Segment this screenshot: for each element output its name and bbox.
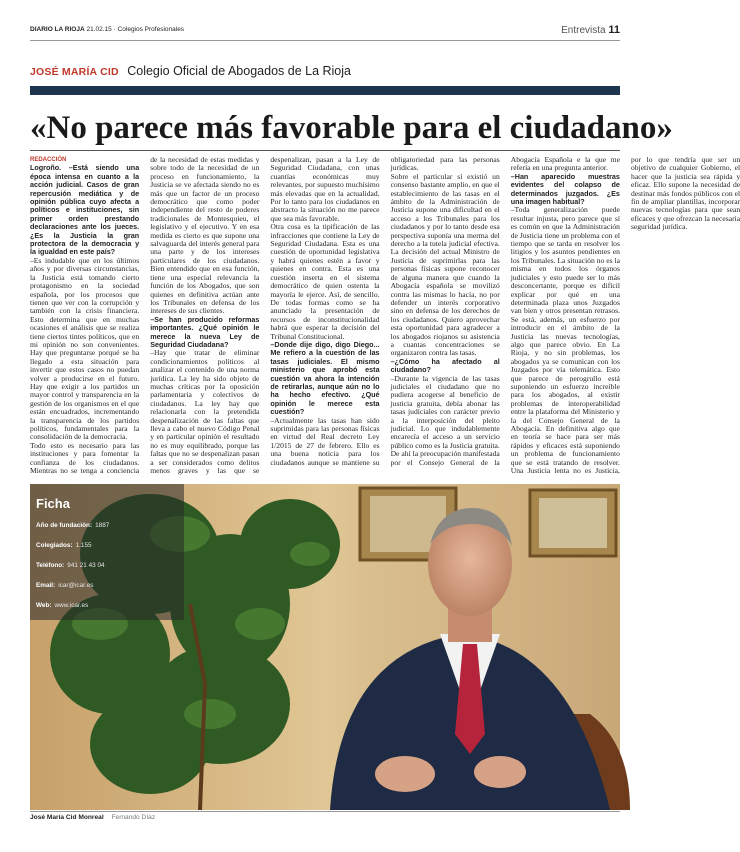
headline: «No parece más favorable para el ciudadano» <box>30 110 673 146</box>
fact-row <box>36 542 92 549</box>
top-bar <box>30 24 620 38</box>
fact-label: Colegiados: <box>36 542 73 549</box>
interview-question: –¿Cómo ha afectado al ciudadano? <box>390 356 500 375</box>
fact-label: Email: <box>36 582 56 589</box>
interview-question: –Donde dije digo, digo Diego... Me refiero a la cuestión de las tasas judiciales. El mismo ministerio que aprobó esta cuestión va ahora la intención de retirarlas, aunque aún no lo ha hecho efectivo. ¿Qué opinión le merece esta cuestión? <box>270 339 380 417</box>
fact-value: www.icar.es <box>54 602 89 609</box>
article-paragraph: Todo esto es necesario para las instituciones y para fomentar la confianza de los ciudadanos. Mientras no se tenga a conciencia de la necesidad de estas medidas y sobre todo de la necesidad de un proceso en funcionamiento, la Justicia se ve afectada siendo no es más que un factor de un proceso democrático que como poder independiente del resto de poderes tradicionales de Montesquieu, el legislativo y el ejecutivo. Y en esa medida es cierto es que supone una salvaguarda del interés general para una parte y de los intereses particulares de los ciudadanos. Bien entendido que en esa función, tiene una especial relevancia la función de los Abogados, que son quienes en definitiva actúan ante los Tribunales en defensa de los intereses de sus clientes. <box>30 155 260 476</box>
paper-name: DIARIO LA RIOJA <box>30 26 85 33</box>
page-number: 11 <box>608 24 620 36</box>
photo-credit: Fernando Díaz <box>111 814 156 821</box>
section-bar <box>30 86 620 95</box>
page-label: Entrevista <box>561 25 606 36</box>
caption-person: José María Cid Monreal <box>30 814 104 821</box>
fact-label: Año de fundación: <box>36 522 93 529</box>
interviewee-name: JOSÉ MARÍA CID <box>30 66 119 78</box>
article-lead: Logroño. –Está siendo una época intensa en cuanto a la acción judicial. Casos de gran repercusión mediática y de opinión pública cuyo afecta a políticos e instituciones, sin primer orden prestando declaraciones ante los jueces. ¿Es la Justicia la gran protectora de la democracia y la igualdad en este país? <box>30 163 140 257</box>
fact-box-title: Ficha <box>36 496 70 511</box>
fact-row <box>36 562 105 569</box>
fact-row <box>36 602 88 609</box>
article-body <box>30 155 740 478</box>
interview-question: –Han aparecido muestras evidentes del colapso de determinados juzgados. ¿Es una imagen habitual? <box>510 171 620 207</box>
fact-box <box>30 484 184 620</box>
interview-answer: Sobre el particular sí existió un consenso bastante amplio, en que el establecimiento de las tasas en el ámbito de la Administración de Justicia supone una dificultad en el acceso a los Tribunales para los ciudadanos y por lo tanto desde esa perspectiva suponía una merma del derecho a la tutela judicial efectiva. La decisión del actual Ministro de Justicia de suprimirlas para las personas físicas supone reconocer de alguna manera que cuando la Abogacía española se movilizó contra las mismas lo hacía, no por defender un interés corporativo sino en defensa de los derechos de los ciudadanos. Quiero aprovechar esta oportunidad para agradecer a los abogados riojanos su asistencia a cuantas concentraciones se organizaron contra las tasas. <box>390 171 500 358</box>
article-byline: REDACCIÓN <box>30 157 67 163</box>
folio-right <box>561 24 620 36</box>
institution-name: Colegio Oficial de Abogados de La Rioja <box>127 64 351 78</box>
interview-answer: –Hay que tratar de eliminar condicionamientos políticos al analizar el contenido de una norma jurídica. La ley ha sido objeto de muchas críticas por la oposición parlamentaria y colectivos de ciudadanos. La ley hay que relacionarla con la pretendida despenalización de las faltas que lleva a cabo el nuevo Código Penal y en particular opinión el resultado no es muy equilibrado, porque las faltas que no se despenalizan pasan a ser considerados como delitos menos graves y las que se despenalizan, pasan a la Ley de Seguridad Ciudadana, con unas cuantías económicas muy relevantes, por supuesto muchísimo más elevadas que en la actualidad. Por lo tanto para los ciudadanos en abstracto la situación no me parece que sea más favorable. <box>150 155 380 476</box>
headline-rule <box>30 150 620 151</box>
fact-row <box>36 582 93 589</box>
fact-value: 1.155 <box>75 542 92 549</box>
fact-label: Teléfono: <box>36 562 65 569</box>
photo-caption <box>30 814 620 826</box>
folio-left: DIARIO LA RIOJA 21.02.15 · Colegios Profesionales <box>30 26 185 33</box>
fact-value: 1887 <box>95 522 110 529</box>
section-head <box>30 62 620 78</box>
fact-value: 941 21 43 04 <box>67 562 105 569</box>
caption-rule <box>30 811 620 812</box>
fact-row <box>36 522 109 529</box>
interview-answer: Otra cosa es la tipificación de las infracciones que contiene la Ley de Seguridad Ciudadana. Esta es una cuestión de oportunidad legislativa y habrá quienes estén a favor y quienes en contra. Esta es una cuestión inserta en el sistema democrático de quien ostenta la mayoría le ejerce. Así, de sencillo. De todas formas como se ha anunciado la presentación de recursos de inconstitucionalidad habrá que esperar la decisión del Tribunal Constitucional. <box>270 222 380 341</box>
interview-answer: –Actualmente las tasas han sido suprimidas para las personas físicas en virtud del Real decreto Ley 1/2015 de 27 de febrero. Ello es una buena noticia para los ciudadanos aunque se mantiene su obligatoriedad para las personas jurídicas. <box>270 155 500 467</box>
top-rule <box>30 40 620 41</box>
issue-date: 21.02.15 <box>86 26 112 33</box>
fact-value: icar@icar.es <box>58 582 94 589</box>
article-paragraph: –Es indudable que en los últimos años y por diversas circunstancias, la Justicia está tomando cierto protagonismo en la sociedad española, por los procesos que tienen que ver con la corrupción y también con la crisis financiera. Esto determina que en muchas ocasiones el análisis que se realiza tiene ciertos tintes políticos, que en mi opinión no son convenientes. Hay que preguntarse porqué se ha llegado a esta situación para invertir que estos casos no puedan volver a producirse en el futuro. Hay que exigir a los partidos un mayor control y transparencia en la gestión de los organismos en el que están encuadrados, incrementando la transparencia de los partidos políticos, fundamentales para la consolidación de la democracia. <box>30 255 140 442</box>
interview-answer: –Toda generalización puede resultar injusta, pero parece que sí es común en que la Administración de Justicia tiene un problema con el tiempo que se tarda en resolver los litigios y los asuntos pendientes en los Tribunales. La situación no es la misma en todos los órganos judiciales y esto puede ser lo más desconcertante, porque es difícil explicar por qué en una determinada plaza unos Juzgados van bien y otros presentan retrasos. Se está, además, un esfuerzo por introducir en el ámbito de la Justicia las nuevas tecnologías, algo que parece obvio. En La Rioja, y no sin problemas, los abogados ya se comunican con los Juzgados por vía telemática. Esto que parece de perogrullo está suponiendo un esfuerzo increíble para los abogados, al existir problemas de interoperabilidad entre la plataforma del Ministerio y la del Consejo General de la Abogacía. En definitiva algo que en teoría se hace para ser más rápidos y eficaces está suponiendo un problema de funcionamiento que se está tratando de resolver. Una Justicia lenta no es Justicia, por lo que tendría que ser un objetivo de cualquier Gobierno, el hacer que la justicia sea rápida y eficaz. Ello supone la necesidad de destinar más fondos públicos con el fin de ampliar plantillas, incorporar nuevas tecnologías para que sean eficaces y que ofrezcan la necesaria seguridad jurídica. <box>510 155 740 476</box>
section-name: Colegios Profesionales <box>117 26 185 33</box>
interview-question: –Se han producido reformas importantes. ¿Qué opinión le merece la nueva Ley de Seguridad Ciudadana? <box>150 314 260 349</box>
fact-label: Web: <box>36 602 52 609</box>
interview-answer: –Durante la vigencia de las tasas judiciales el ciudadano que no pudiera acogerse al beneficio de justicia gratuita, debía abonar las tasas judiciales con carácter previo a la interposición del pleito judicial. Lo que indudablemente encarecía el acceso a un servicio público como es la Justicia gratuita. De ahí la preocupación manifestada por el Consejo General de la Abogacía Española e la que me refería en una pregunta anterior. <box>390 155 620 467</box>
